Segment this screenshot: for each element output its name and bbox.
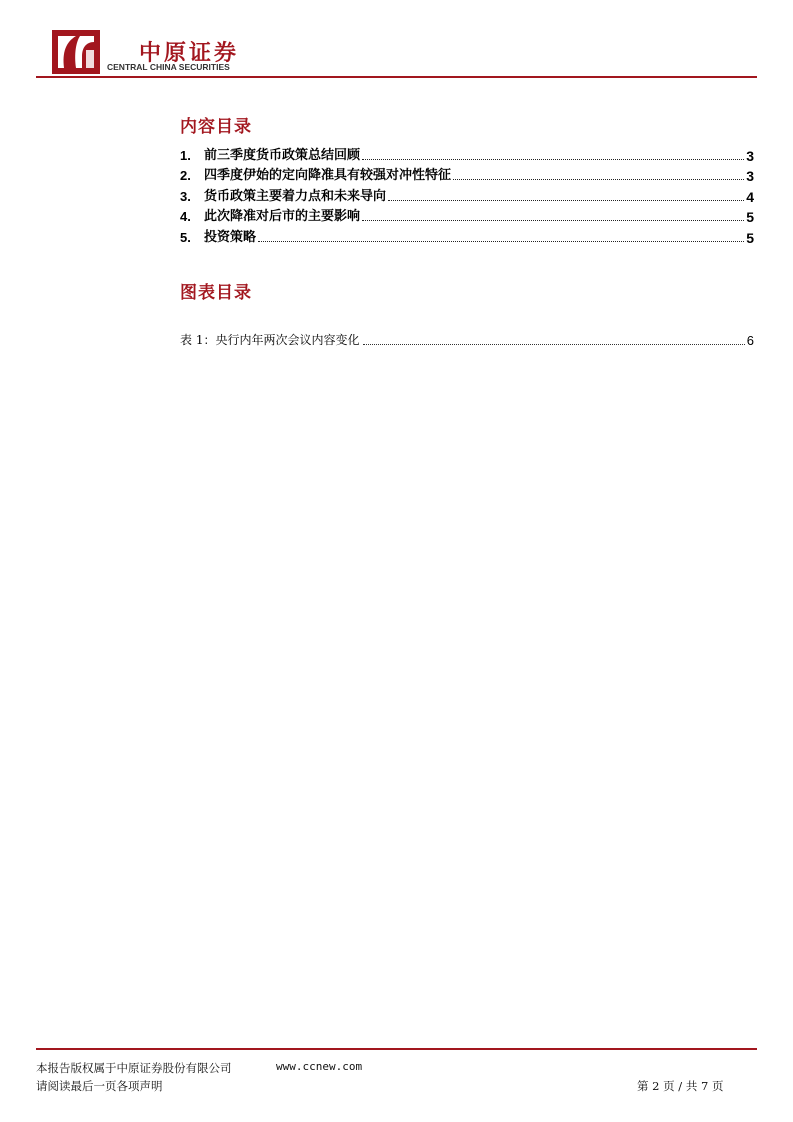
page-header: [36, 0, 757, 80]
figures-title: 图表目录: [180, 283, 252, 303]
toc-leader-dots: [362, 159, 744, 160]
toc-item-label: 前三季度货币政策总结回顾: [204, 147, 361, 163]
toc-item[interactable]: [180, 225, 754, 246]
footer-copyright: 本报告版权属于中原证券股份有限公司: [36, 1061, 232, 1075]
toc-item-label: 货币政策主要着力点和未来导向: [204, 188, 387, 204]
toc-item-page: 4: [746, 188, 754, 205]
toc-item-page: 3: [746, 147, 754, 164]
toc-title: 内容目录: [180, 117, 252, 137]
toc-item-number: 4.: [180, 209, 191, 224]
toc-item[interactable]: [180, 184, 754, 205]
header-divider: [36, 76, 757, 78]
toc-item-page: 5: [746, 229, 754, 246]
footer-divider: [36, 1048, 757, 1050]
footer-disclaimer: 请阅读最后一页各项声明: [36, 1079, 163, 1093]
toc-item-page: 3: [746, 168, 754, 184]
figure-item[interactable]: [180, 333, 754, 348]
toc-item-number: 2.: [180, 168, 191, 183]
toc-item[interactable]: [180, 205, 754, 226]
toc-leader-dots: [388, 200, 744, 201]
toc-item[interactable]: [180, 143, 754, 164]
toc-item-number: 3.: [180, 188, 191, 204]
figure-item-page: 6: [746, 333, 754, 348]
toc-list: [180, 143, 754, 246]
toc-item-number: 5.: [180, 229, 191, 245]
footer-website-link[interactable]: www.ccnew.com: [276, 1060, 363, 1073]
toc-item-label: 投资策略: [204, 229, 257, 245]
toc-leader-dots: [258, 241, 744, 242]
toc-leader-dots: [362, 220, 744, 221]
figure-item-label: 表 1：央行内年两次会议内容变化: [180, 333, 360, 347]
brand-name-en: CENTRAL CHINA SECURITIES: [107, 62, 230, 72]
toc-leader-dots: [453, 179, 744, 180]
toc-item-page: 5: [746, 209, 754, 225]
toc-item-label: 此次降准对后市的主要影响: [204, 209, 361, 224]
company-logo: [52, 30, 100, 74]
toc-item-number: 1.: [180, 147, 191, 163]
toc-item-label: 四季度伊始的定向降准具有较强对冲性特征: [204, 168, 452, 183]
brand-name-cn: 中原证券: [139, 41, 240, 66]
footer-page-info: 第 2 页 / 共 7 页: [637, 1079, 724, 1093]
toc-item[interactable]: [180, 164, 754, 185]
figure-leader-dots: [363, 344, 744, 345]
